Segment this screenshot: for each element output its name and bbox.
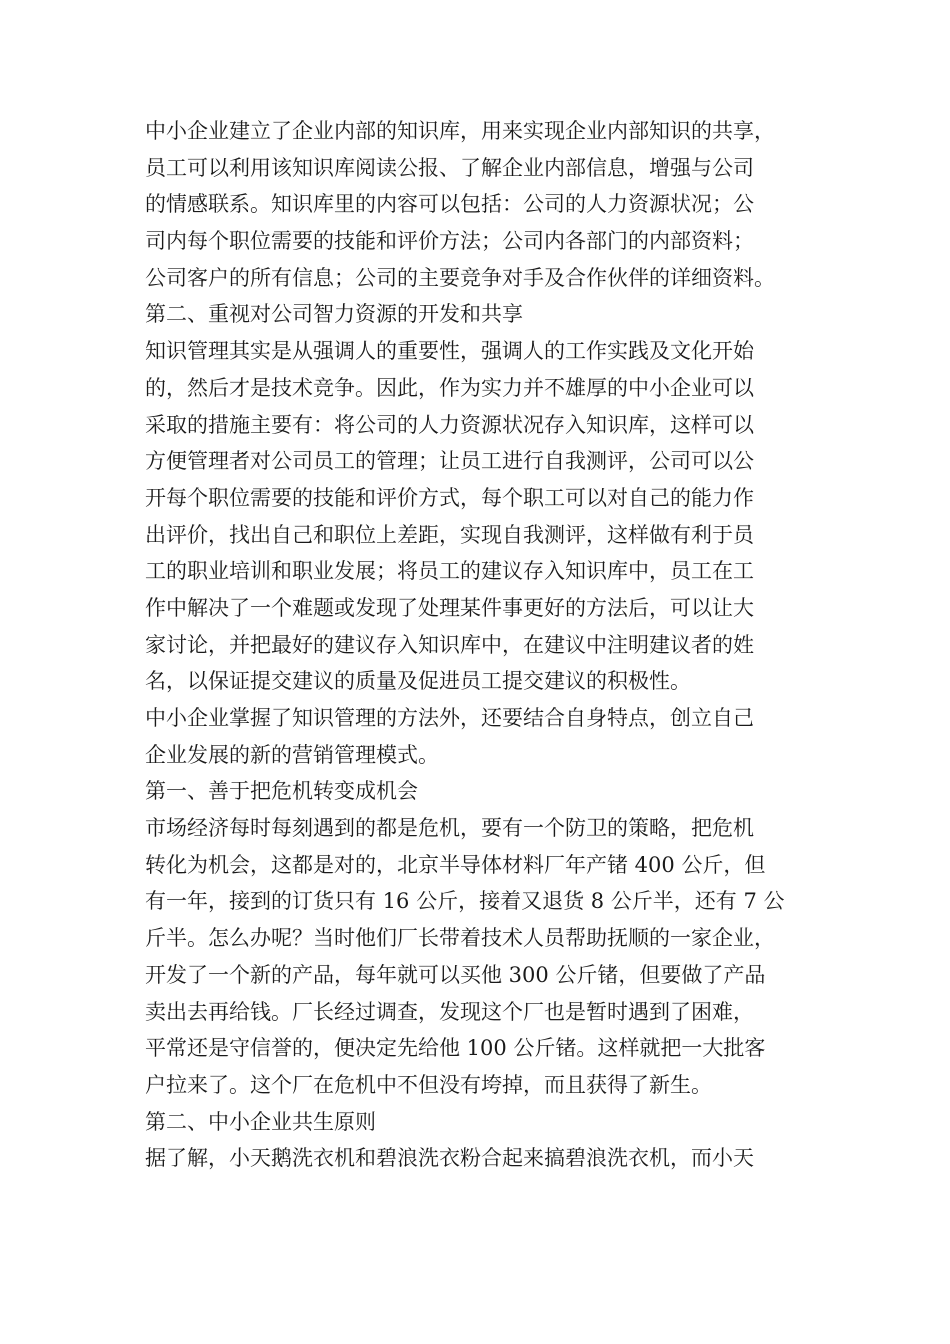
text-line: 平常还是守信誉的，便决定先给他 100 公斤锗。这样就把一大批客: [145, 1036, 766, 1061]
section-heading: 第二、中小企业共生原则: [145, 1109, 376, 1134]
text-line: 有一年，接到的订货只有 16 公斤，接着又退货 8 公斤半，还有 7 公: [145, 889, 785, 914]
text-line: 市场经济每时每刻遇到的都是危机，要有一个防卫的策略，把危机: [145, 816, 754, 841]
text-line: 司内每个职位需要的技能和评价方法；公司内各部门的内部资料；: [145, 229, 754, 254]
text-line: 方便管理者对公司员工的管理；让员工进行自我测评，公司可以公: [145, 449, 754, 474]
document-body: [145, 113, 810, 1177]
text-line: 员工可以利用该知识库阅读公报、了解企业内部信息，增强与公司: [145, 155, 754, 180]
text-line: 开每个职位需要的技能和评价方式，每个职工可以对自己的能力作: [145, 485, 754, 510]
text-line: 工的职业培训和职业发展；将员工的建议存入知识库中，员工在工: [145, 559, 754, 584]
text-line: 公司客户的所有信息；公司的主要竞争对手及合作伙伴的详细资料。: [145, 265, 775, 290]
text-line: 卖出去再给钱。厂长经过调查，发现这个厂也是暂时遇到了困难，: [145, 999, 754, 1024]
text-line: 作中解决了一个难题或发现了处理某件事更好的方法后，可以让大: [145, 595, 754, 620]
text-line: 户拉来了。这个厂在危机中不但没有垮掉，而且获得了新生。: [145, 1072, 712, 1097]
section-heading: 第一、善于把危机转变成机会: [145, 779, 418, 804]
text-line: 出评价，找出自己和职位上差距，实现自我测评，这样做有利于员: [145, 522, 754, 547]
text-line: 转化为机会，这都是对的，北京半导体材料厂年产锗 400 公斤，但: [145, 852, 766, 877]
text-line: 家讨论，并把最好的建议存入知识库中，在建议中注明建议者的姓: [145, 632, 754, 657]
text-line: 的，然后才是技术竞争。因此，作为实力并不雄厚的中小企业可以: [145, 375, 754, 400]
text-line: 开发了一个新的产品，每年就可以买他 300 公斤锗，但要做了产品: [145, 962, 766, 987]
text-line: 企业发展的新的营销管理模式。: [145, 742, 439, 767]
text-line: 中小企业建立了企业内部的知识库，用来实现企业内部知识的共享，: [145, 119, 775, 143]
text-line: 知识管理其实是从强调人的重要性，强调人的工作实践及文化开始: [145, 339, 754, 364]
text-line: 中小企业掌握了知识管理的方法外，还要结合自身特点，创立自己: [145, 706, 754, 730]
text-line: 斤半。怎么办呢？当时他们厂长带着技术人员帮助抚顺的一家企业，: [145, 926, 775, 951]
text-line: 采取的措施主要有：将公司的人力资源状况存入知识库，这样可以: [145, 412, 754, 437]
text-line: 据了解，小天鹅洗衣机和碧浪洗衣粉合起来搞碧浪洗衣机，而小天: [145, 1146, 754, 1171]
text-line: 的情感联系。知识库里的内容可以包括：公司的人力资源状况；公: [145, 192, 754, 217]
section-heading: 第二、重视对公司智力资源的开发和共享: [145, 302, 523, 327]
text-line: 名，以保证提交建议的质量及促进员工提交建议的积极性。: [145, 669, 691, 694]
